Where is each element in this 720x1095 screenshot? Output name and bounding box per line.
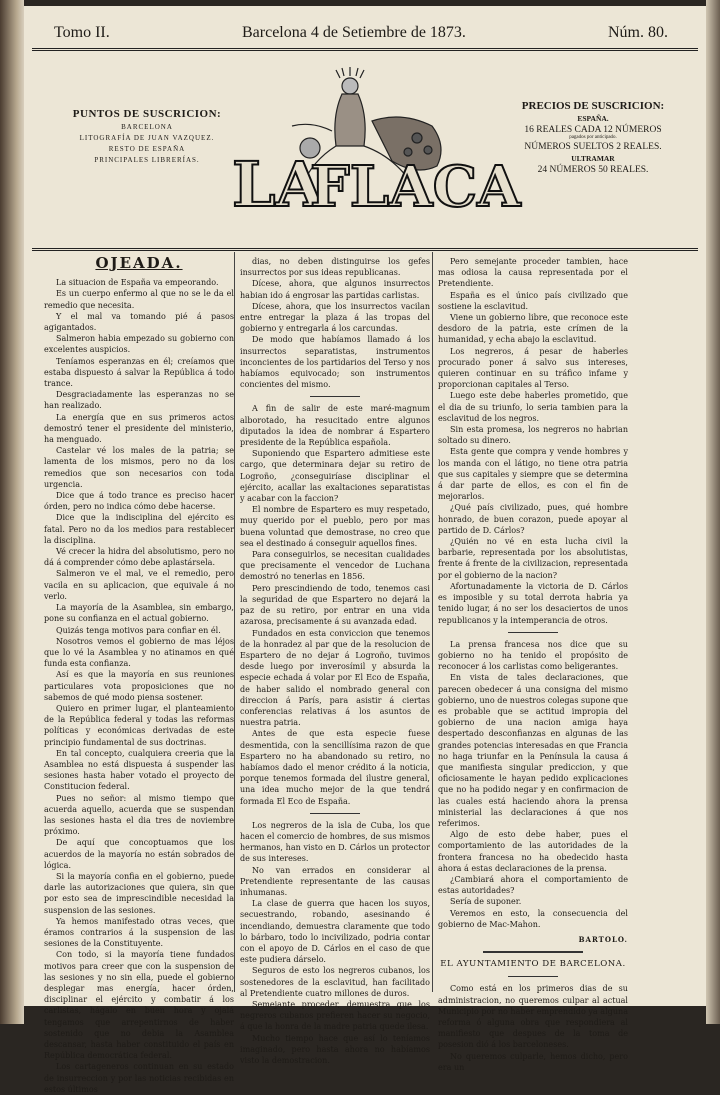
paragraph: Pero prescindiendo de todo, tenemos casi la seguridad de que Espartero no dejará la paz de su retiro, por entrar en una vida azarosa, precisamente á su avanzada edad. <box>240 583 430 627</box>
subscription-point: PRINCIPALES LIBRERÍAS. <box>94 156 200 164</box>
paragraph: Quiero en primer lugar, el planteamiento de la República federal y todas las reformas políticas y económicas derivadas de este principio fundamental de sus doctrinas. <box>44 703 234 747</box>
column-1 <box>44 254 234 1094</box>
newspaper-page <box>24 6 706 1094</box>
paragraph: En tal concepto, cualquiera creeria que la Asamblea no está dispuesta á suspender las sesiones hasta haber votado el proyecto de Constitucion federal. <box>44 748 234 792</box>
paragraph: Pero semejante proceder tambien, hace mas odiosa la causa representada por el Pretendiente. <box>438 257 628 289</box>
paragraph: España es el único país civilizado que sostiene la esclavitud. <box>438 290 628 311</box>
paragraph: El nombre de Espartero es muy respetado, muy querido por el pueblo, pero por mas buena voluntad que demostrase, no creo que sea el destinado á conseguir aquellos fines. <box>240 505 430 548</box>
subscription-point: RESTO DE ESPAÑA <box>108 145 186 153</box>
subscription-points <box>62 108 232 164</box>
paragraph: La prensa francesa nos dice que su gobierno no ha tenido el propósito de reconocer á los carlistas como beligerantes. <box>438 639 628 672</box>
paragraph: Como está en los primeros dias de su administracion, no queremos culpar al actual Municipio por no haber emprendido ya alguna reforma ó alguna obra que respondiera al manifiesto que despues de la toma de posesion dió á los barceloneses. <box>438 984 628 1050</box>
paragraph: Luego este debe haberles prometido, que el dia de su triunfo, lo seria tambien para la esclavitud de los negros. <box>438 391 628 423</box>
paragraph: Seguros de esto los negreros cubanos, los sostenedores de la esclavitud, han facilitado al Pretendiente cuatro millones de duros. <box>240 966 430 998</box>
paragraph: Nosotros vemos el gobierno de mas léjos que lo vé la Asamblea y no atinamos en qué funda esta confianza. <box>44 636 234 669</box>
article-body <box>240 403 430 806</box>
separator-rule <box>310 813 360 814</box>
paragraph: No queremos culparle, hemos dicho, pero era un <box>438 1051 628 1072</box>
article-body <box>240 256 430 390</box>
paragraph: Salmeron ve el mal, ve el remedio, pero vacila en su aplicacion, que equivale á no verlo. <box>44 569 234 601</box>
issue-number: Núm. 80. <box>608 24 668 41</box>
paragraph: En vista de tales declaraciones, que parecen obedecer á una consigna del mismo gobierno, uno de nuestros colegas supone que es probable que se actitud impropia del gobierno de una nacion amiga haya despertado desconfianzas en algunas de las grandes potencias interesadas en que Francia no haga triunfar en la Península la causa á que manifiesta singular prediccion, y que oficiosamente le hayan pedido explicaciones que no ha podido negar y en confirmacion de las cuales está haciendo ahora la prensa ministerial las declaraciones á que nos referimos. <box>438 673 628 828</box>
ornament-rule <box>483 951 583 953</box>
paragraph: Viene un gobierno libre, que reconoce este desdoro de la patria, este crímen de la humanidad, y echa abajo la esclavitud. <box>438 313 628 345</box>
svg-text:FLACA: FLACA <box>310 154 521 220</box>
paragraph: Suponiendo que Espartero admitiese este cargo, que determinara dejar su retiro de Logroño, ¿conseguiríase disciplinar el ejército, acallar las exaltaciones separatistas y acabar con la faccion? <box>240 449 430 504</box>
prices-title: PRECIOS DE SUSCRICION: <box>521 100 665 112</box>
subscription-point: LITOGRAFÍA DE JUAN VAZQUEZ. <box>79 134 215 142</box>
paragraph: Sin esta promesa, los negreros no habrian soltado su dinero. <box>438 425 628 446</box>
paragraph: Algo de esto debe haber, pues el comportamiento de las autoridades de la frontera francesa no ha obedecido hasta ahora á estas declaraciones de la prensa. <box>438 830 628 873</box>
issue-date: Barcelona 4 de Setiembre de 1873. <box>242 24 466 41</box>
paragraph: Dice que la indisciplina del ejército es fatal. Pero no da los medios para restablecer la disciplina. <box>44 513 234 545</box>
paragraph: Desgraciadamente las esperanzas no se han realizado. <box>44 390 234 411</box>
paragraph: Teníamos esperanzas en él; creíamos que estaba dispuesto á salvar la República á todo trance. <box>44 356 234 389</box>
paragraph: Salmeron habia empezado su gobierno con excelentes auspicios. <box>44 334 234 355</box>
column-3 <box>438 256 628 1072</box>
paragraph: Y el mal va tomando pié á pasos agigantados. <box>44 311 234 333</box>
paragraph: Dice que á todo trance es preciso hacer órden, pero no indica cómo debe hacerse. <box>44 491 234 512</box>
dateline <box>32 24 698 51</box>
paragraph: Ya hemos manifestado otras veces, que éramos contrarios á la suspension de las sesiones de la Constituyente. <box>44 916 234 949</box>
separator-rule <box>310 396 360 397</box>
paragraph: Quizás tenga motivos para confiar en él. <box>56 625 221 635</box>
paragraph: Mucho tiempo hace que así lo teníamos imaginado, pero hasta ahora no habíamos visto la demostracion. <box>240 1033 430 1066</box>
article-title: OJEADA. <box>95 254 183 272</box>
paragraph: De aquí que concoptuamos que los acuerdos de la mayoría no están sobrados de lógica. <box>44 838 234 870</box>
paragraph: Veremos en esto, la consecuencia del gobierno de Mac-Mahon. <box>438 908 628 929</box>
price-single: NÚMEROS SUELTOS 2 REALES. <box>524 142 662 152</box>
separator-rule <box>508 976 558 977</box>
paragraph: Sería de suponer. <box>450 897 522 907</box>
paragraph: Es un cuerpo enfermo al que no se le da el remedio que necesita. <box>44 289 234 310</box>
paragraph: Antes de que esta especie fuese desmentida, con la sencillísima razon de que Espartero no ha abandonado su retiro, no habíamos dado el menor crédito á la noticia, porque tenemos formada del ilustre general, una idea mucho mejor de la que tendrá formada El Eco de España. <box>240 729 430 806</box>
paragraph: ¿Qué país civilizado, pues, qué hombre honrado, de buen corazon, puede apoyar al partido de D. Cárlos? <box>438 503 628 535</box>
paragraph: dias, no deben distinguirse los gefes insurrectos por sus ideas republicanas. <box>240 257 430 278</box>
paragraph: Para conseguirlos, se necesitan cualidades que precisamente el vencedor de Luchana demostró no tenerlas en 1856. <box>240 550 430 582</box>
article-body <box>438 639 628 930</box>
article-body <box>438 256 628 626</box>
paragraph: Fundados en esta conviccion que tenemos de la honradez al par que de la resolucion de Espartero de no dejar á Logroño, tuvimos desde luego por inverosímil y absurda la especie echada á volar por El Eco de España, de haber salido el nombrado general con direccion á París, para asistir á ciertas conferencias relativas á los asuntos de nuestra patria. <box>240 628 430 728</box>
paragraph: Esta gente que compra y vende hombres y los manda con el látigo, no tiene otra patria que sus capitales y siempre que se determina á dar parte de ellos, es con el fin de mejorarlos. <box>438 447 628 502</box>
paragraph: Si la mayoría confia en el gobierno, puede darle las autorizaciones que quiera, sin que por esto sea de imprescindible necesidad la suspension de las sesiones. <box>44 871 234 915</box>
logo-lettering <box>232 148 522 221</box>
article-body <box>44 277 234 1095</box>
paragraph: Afortunadamente la victoria de D. Cárlos es imposible y su total derrota habria ya tenido lugar, á no ser los desaciertos de unos republicanos y la intemperancia de otros. <box>438 581 628 625</box>
paragraph: Así es que la mayoría en sus reuniones particulares vota proposiciones que no sabemos de qué modo piensa sostener. <box>44 670 234 702</box>
price-note: pagados por anticipado. <box>569 135 617 140</box>
subscription-prices <box>508 100 678 175</box>
paragraph: De modo que habíamos llamado á los insurrectos separatistas, instrumentos inconcientes de los partidarios del Terso y nos habíamos equivocado; son instrumentos concientes del mismo. <box>240 335 430 390</box>
separator-rule <box>508 632 558 633</box>
paragraph: Dícese, ahora, que algunos insurrectos habian ido á engrosar las partidas carlistas. <box>240 279 430 300</box>
section-title: EL AYUNTAMIENTO DE BARCELONA. <box>440 959 626 970</box>
author-signature: BARTOLO. <box>578 934 628 944</box>
page-edge <box>706 0 720 1024</box>
paragraph: Vé crecer la hidra del absolutismo, pero no dá á comprender cómo debe aplastársela. <box>44 547 234 568</box>
book-spine <box>0 0 24 1024</box>
price-overseas: 24 NÚMEROS 50 REALES. <box>537 165 649 175</box>
paragraph: No van errados en considerar al Pretendiente representante de las causas inhumanas. <box>240 865 430 897</box>
paragraph: La energía que en sus primeros actos demostró tener el presidente del ministerio, ha menguado. <box>44 412 234 445</box>
la-flaca-logo <box>232 66 521 221</box>
price-spain: 16 REALES CADA 12 NÚMEROS <box>524 125 662 135</box>
column-2 <box>240 256 430 1066</box>
article-body <box>240 820 430 1066</box>
region-overseas: ULTRAMAR <box>571 154 615 163</box>
column-rule <box>432 252 433 992</box>
paragraph: Semejante proceder, demuestra que los negreros cubanos prefieren hacer su negocio, á que la honra de la madre patria quede ilesa. <box>240 1000 430 1032</box>
paragraph: Los negreros de la isla de Cuba, los que hacen el comercio de hombres, de sus mismos hermanos, han visto en D. Cárlos un protector de sus intereses. <box>240 820 430 864</box>
paragraph: ¿Quién no vé en esta lucha civil la barbarie, representada por los absolutistas, frente á frente de la civilizacion, representada por el gobierno de la nacion? <box>438 537 628 580</box>
paragraph: ¿Cambiará ahora el comportamiento de estas autoridades? <box>438 874 628 896</box>
paragraph: Los cartageneros continuan en su estado de insurreccion y por las noticias recibidas en estos últimos <box>44 1062 234 1094</box>
subscription-points-title: PUNTOS DE SUSCRICION: <box>72 108 222 120</box>
region-spain: ESPAÑA. <box>577 114 609 123</box>
paragraph: Los negreros, á pesar de haberles procurado poner á salvo sus intereses, quieren continuar en su tráfico infame y proporcionan capitales al Terso. <box>438 346 628 390</box>
article-body <box>438 983 628 1073</box>
volume-label: Tomo II. <box>54 24 110 41</box>
paragraph: La mayoría de la Asamblea, sin embargo, pone su confianza en el actual gobierno. <box>44 603 234 624</box>
paragraph: La situacion de España va empeorando. <box>56 278 219 288</box>
paragraph: Pues no señor: al mismo tiempo que acuerda aquello, acuerda que se suspendan las sesiones hasta el dia tres de noviembre próximo. <box>44 793 234 837</box>
column-rule <box>234 252 235 992</box>
masthead <box>32 56 698 251</box>
paragraph: Con todo, si la mayoría tiene fundados motivos para creer que con la suspension de las sesiones y no sin ella, puede el gobierno desplegar mas energía, hacer órden, disciplinar el ejército y combatir á los carlistas, hágalo en buen hora y ojalá tengamos que arrepentirnos de haber sostenido que no debia la Asamblea descansar, hasta haber constituido el país en República democrática federal. <box>44 950 234 1061</box>
paragraph: La clase de guerra que hacen los suyos, secuestrando, robando, asesinando é incendiando, demuestra claramente que todo lo bárbaro, todo lo incivilizado, podria contar con el apoyo de D. Cárlos en el caso de que este pudiera dárselo. <box>240 899 430 965</box>
paragraph: Dícese, ahora, que los insurrectos vacilan entre entregar la plaza á las tropas del gobierno y entregarla á los carcundas. <box>240 301 430 334</box>
paragraph: Castelar vé los males de la patria; se lamenta de los mismos, pero no da los remedios que son necesarios con toda urgencia. <box>44 446 234 489</box>
subscription-point: BARCELONA <box>121 123 173 131</box>
svg-text:LA: LA <box>232 148 324 221</box>
paragraph: A fin de salir de este maré-magnum alborotado, ha resucitado entre algunos diputados la idea de nombrar á Espartero presidente de la República española. <box>240 404 430 448</box>
